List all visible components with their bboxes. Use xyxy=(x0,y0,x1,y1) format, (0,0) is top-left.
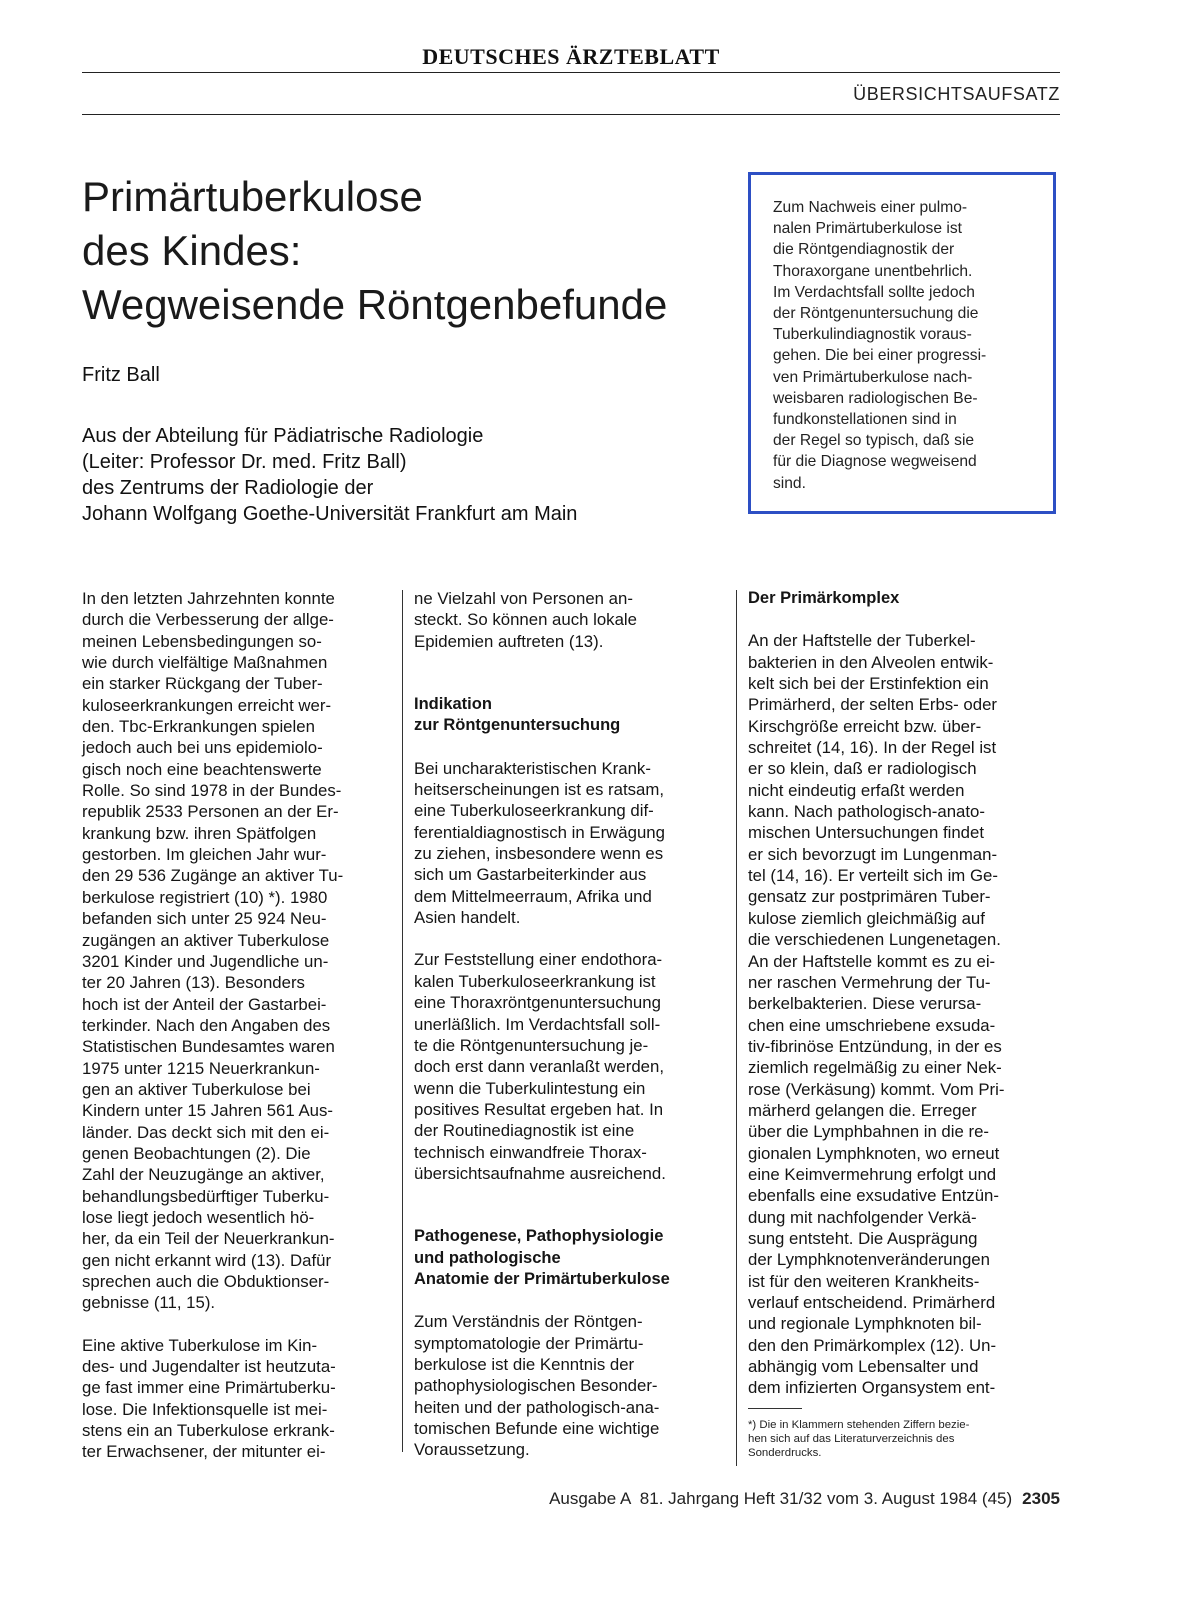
text-line: der Lymphknotenveränderungen xyxy=(748,1250,990,1270)
section-heading-primaerkomplex: Der Primärkomplex xyxy=(748,589,900,607)
text-line: dem infizierten Organsystem ent- xyxy=(748,1378,996,1398)
text-line: gestorben. Im gleichen Jahr wur- xyxy=(82,845,327,865)
text-line: zu ziehen, insbesondere wenn es xyxy=(414,844,664,864)
text-line: hoch ist der Anteil der Gastarbei- xyxy=(82,994,327,1014)
text-line: kelt sich bei der Erstinfektion ein xyxy=(748,674,989,694)
affiliation-line: des Zentrums der Radiologie der xyxy=(82,477,374,499)
abstract-line: die Röntgendiagnostik der xyxy=(773,241,955,259)
text-line: kuloseerkrankungen erreicht wer- xyxy=(82,695,332,715)
column-divider xyxy=(402,590,403,1452)
text-line: und pathologische xyxy=(414,1248,561,1267)
text-line: gisch noch eine beachtenswerte xyxy=(82,759,322,779)
text-line: bakterien in den Alveolen entwik- xyxy=(748,652,994,672)
text-line: sich um Gastarbeiterkinder aus xyxy=(414,865,647,885)
text-line: Eine aktive Tuberkulose im Kin- xyxy=(82,1335,318,1355)
text-line: mischen Untersuchungen findet xyxy=(748,823,985,843)
text-line: Asien handelt. xyxy=(414,908,521,928)
title-line: des Kindes: xyxy=(82,227,302,274)
text-line: eine Keimvermehrung erfolgt und xyxy=(748,1164,997,1184)
text-line: lose. Die Infektionsquelle ist mei- xyxy=(82,1399,328,1419)
text-line: eine Thoraxröntgenuntersuchung xyxy=(414,993,661,1013)
text-line: meinen Lebensbedingungen so- xyxy=(82,631,322,651)
abstract-line: fundkonstellationen sind in xyxy=(773,411,957,429)
abstract-box xyxy=(748,172,1056,514)
abstract-line: gehen. Die bei einer progressi- xyxy=(773,347,987,365)
footnote-rule xyxy=(748,1408,802,1409)
text-line: berkulose registriert (10) *). 1980 xyxy=(82,887,328,907)
text-line: zugängen an aktiver Tuberkulose xyxy=(82,930,330,950)
text-line: ebenfalls eine exsudative Entzün- xyxy=(748,1186,999,1206)
text-line: berkelbakterien. Diese verursa- xyxy=(748,994,982,1014)
text-line: Epidemien auftreten (13). xyxy=(414,631,604,651)
abstract-line: ven Primärtuberkulose nach- xyxy=(773,368,973,386)
affiliation-line: Aus der Abteilung für Pädiatrische Radiologie xyxy=(82,425,484,447)
text-line: kalen Tuberkuloseerkrankung ist xyxy=(414,971,656,991)
text-line: sung entsteht. Die Ausprägung xyxy=(748,1228,978,1248)
text-line: Pathogenese, Pathophysiologie xyxy=(414,1227,664,1246)
text-line: gionalen Lymphknoten, wo erneut xyxy=(748,1143,1000,1163)
text-line: dung mit nachfolgender Verkä- xyxy=(748,1207,977,1227)
text-line: jedoch auch bei uns epidemiolo- xyxy=(82,738,323,758)
text-line: chen eine umschriebene exsuda- xyxy=(748,1015,996,1035)
text-line: Zur Feststellung einer endothora- xyxy=(414,950,663,970)
title-line: Wegweisende Röntgenbefunde xyxy=(82,281,668,328)
text-line: gen nicht erkannt wird (13). Dafür xyxy=(82,1250,332,1270)
text-line: dem Mittelmeerraum, Afrika und xyxy=(414,886,652,906)
text-line: Kirschgröße erreicht bzw. über- xyxy=(748,716,982,736)
text-line: hen sich auf das Literaturverzeichnis des xyxy=(748,1433,955,1445)
text-line: 1975 unter 1215 Neuerkrankun- xyxy=(82,1058,320,1078)
text-line: sprechen auch die Obduktionser- xyxy=(82,1272,330,1291)
text-line: befanden sich unter 25 924 Neu- xyxy=(82,909,327,929)
text-line: ist für den weiteren Krankheits- xyxy=(748,1271,980,1291)
text-line: ge fast immer eine Primärtuberku- xyxy=(82,1378,336,1398)
abstract-line: Zum Nachweis einer pulmo- xyxy=(773,199,968,216)
text-line: übersichtsaufnahme ausreichend. xyxy=(414,1163,666,1183)
section-heading-indikation xyxy=(414,694,726,737)
text-line: unerläßlich. Im Verdachtsfall soll- xyxy=(414,1014,661,1034)
text-line: gebnisse (11, 15). xyxy=(82,1293,216,1313)
text-line: nicht eindeutig erfaßt werden xyxy=(748,780,965,800)
text-line: den 29 536 Zugänge an aktiver Tu- xyxy=(82,866,344,886)
text-line: behandlungsbedürftiger Tuberku- xyxy=(82,1186,330,1206)
text-line: her, da ein Teil der Neuerkrankun- xyxy=(82,1229,335,1249)
section-label: ÜBERSICHTSAUFSATZ xyxy=(853,84,1060,104)
text-line: märherd gelangen die. Erreger xyxy=(748,1100,977,1120)
text-line: te die Röntgenuntersuchung je- xyxy=(414,1035,649,1055)
paragraph xyxy=(414,758,726,929)
text-line: gen an aktiver Tuberkulose bei xyxy=(82,1079,311,1099)
title-line: Primärtuberkulose xyxy=(82,173,423,220)
author: Fritz Ball xyxy=(82,364,160,386)
abstract-line: nalen Primärtuberkulose ist xyxy=(773,220,962,238)
text-line: Anatomie der Primärtuberkulose xyxy=(414,1269,670,1288)
text-line: doch erst dann veranlaßt werden, xyxy=(414,1057,664,1077)
text-column-1 xyxy=(82,588,394,1463)
column-divider xyxy=(736,590,737,1466)
text-line: steckt. So können auch lokale xyxy=(414,610,637,630)
text-line: er sich bevorzugt im Lungenman- xyxy=(748,844,998,864)
abstract-line: sind. xyxy=(773,474,806,492)
text-line: Sonderdrucks. xyxy=(748,1447,822,1459)
text-line: durch die Verbesserung der allge- xyxy=(82,610,334,630)
masthead-rule xyxy=(82,72,1060,73)
text-line: genen Beobachtungen (2). Die xyxy=(82,1143,311,1163)
text-line: ein starker Rückgang der Tuber- xyxy=(82,674,323,694)
text-line: tel (14, 16). Er verteilt sich im Ge- xyxy=(748,866,998,886)
text-line: Statistischen Bundesamtes waren xyxy=(82,1037,335,1057)
text-line: Indikation xyxy=(414,695,492,714)
abstract-line: Thoraxorgane unentbehrlich. xyxy=(773,262,973,280)
text-line: *) Die in Klammern stehenden Ziffern bezie- xyxy=(748,1419,970,1431)
paragraph xyxy=(414,1311,726,1460)
text-line: er so klein, daß er radiologisch xyxy=(748,759,977,779)
text-line: länder. Das deckt sich mit den ei- xyxy=(82,1122,330,1142)
abstract-line: Tuberkulindiagnostik voraus- xyxy=(773,326,972,344)
text-line: tomischen Befunde eine wichtige xyxy=(414,1419,660,1438)
text-line: An der Haftstelle kommt es zu ei- xyxy=(748,951,996,971)
text-line: symptomatologie der Primärtu- xyxy=(414,1333,644,1353)
text-line: Primärherd, der selten Erbs- oder xyxy=(748,695,998,715)
text-column-3 xyxy=(748,588,1060,1399)
text-line: über die Lymphbahnen in die re- xyxy=(748,1122,990,1142)
text-line: kann. Nach pathologisch-anato- xyxy=(748,802,985,822)
affiliation-line: Johann Wolfgang Goethe-Universität Frankfurt am Main xyxy=(82,503,578,525)
text-line: den. Tbc-Erkrankungen spielen xyxy=(82,717,315,737)
paragraph xyxy=(414,949,726,1184)
text-line: 3201 Kinder und Jugendliche un- xyxy=(82,951,329,971)
issue-info: Ausgabe A 81. Jahrgang Heft 31/32 vom 3. August 1984 (45) xyxy=(549,1489,1013,1508)
text-line: Rolle. So sind 1978 in der Bundes- xyxy=(82,781,342,801)
text-line: heitserscheinungen ist es ratsam, xyxy=(414,780,664,800)
article-title xyxy=(82,170,762,332)
text-line: abhängig vom Lebensalter und xyxy=(748,1357,979,1377)
text-line: die verschiedenen Lungenetagen. xyxy=(748,930,1001,950)
text-line: kulose ziemlich gleichmäßig auf xyxy=(748,908,985,928)
text-line: ziemlich regelmäßig zu einer Nek- xyxy=(748,1058,1002,1078)
text-line: den den Primärkomplex (12). Un- xyxy=(748,1335,997,1355)
paragraph xyxy=(82,1335,394,1463)
text-line: An der Haftstelle der Tuberkel- xyxy=(748,631,976,651)
abstract-line: der Regel so typisch, daß sie xyxy=(773,432,975,450)
affiliation-line: (Leiter: Professor Dr. med. Fritz Ball) xyxy=(82,451,407,473)
abstract-line: für die Diagnose wegweisend xyxy=(773,453,977,471)
text-line: Kindern unter 15 Jahren 561 Aus- xyxy=(82,1101,333,1121)
text-line: wie durch vielfältige Maßnahmen xyxy=(82,653,328,673)
text-line: heiten und der pathologisch-ana- xyxy=(414,1397,660,1417)
text-line: ferentialdiagnostisch in Erwägung xyxy=(414,822,665,842)
page-footer xyxy=(549,1489,1060,1509)
text-line: des- und Jugendalter ist heutzuta- xyxy=(82,1357,336,1377)
paragraph xyxy=(82,588,394,1314)
text-line: technisch einwandfreie Thorax- xyxy=(414,1142,647,1162)
header-rule xyxy=(82,114,1060,115)
text-line: schreitet (14, 16). In der Regel ist xyxy=(748,738,997,758)
paragraph xyxy=(748,630,1060,1398)
text-column-2 xyxy=(414,588,726,1461)
text-line: Zahl der Neuzugänge an aktiver, xyxy=(82,1165,325,1185)
section-heading-pathogenese xyxy=(414,1226,726,1290)
page-number: 2305 xyxy=(1022,1489,1060,1508)
text-line: positives Resultat ergeben hat. In xyxy=(414,1099,664,1119)
text-line: eine Tuberkuloseerkrankung dif- xyxy=(414,801,654,821)
text-line: ne Vielzahl von Personen an- xyxy=(414,589,633,608)
text-line: stens ein an Tuberkulose erkrank- xyxy=(82,1421,335,1441)
footnote xyxy=(748,1418,1060,1460)
abstract-line: Im Verdachtsfall sollte jedoch xyxy=(773,283,975,301)
text-line: lose liegt jedoch wesentlich hö- xyxy=(82,1207,315,1227)
text-line: Zum Verständnis der Röntgen- xyxy=(414,1312,643,1332)
text-line: zur Röntgenuntersuchung xyxy=(414,716,621,735)
text-line: tiv-fibrinöse Entzündung, in der es xyxy=(748,1036,1002,1056)
text-line: pathophysiologischen Besonder- xyxy=(414,1376,658,1396)
text-line: In den letzten Jahrzehnten konnte xyxy=(82,589,335,608)
text-line: der Routinediagnostik ist eine xyxy=(414,1121,635,1141)
text-line: rose (Verkäsung) kommt. Vom Pri- xyxy=(748,1079,1005,1099)
abstract-line: weisbaren radiologischen Be- xyxy=(773,389,978,407)
masthead: DEUTSCHES ÄRZTEBLATT xyxy=(422,44,720,69)
paragraph xyxy=(414,588,726,652)
text-line: ter Erwachsener, der mitunter ei- xyxy=(82,1442,326,1462)
abstract-line: der Röntgenuntersuchung die xyxy=(773,305,979,323)
text-line: berkulose ist die Kenntnis der xyxy=(414,1354,635,1374)
text-line: Voraussetzung. xyxy=(414,1440,530,1460)
text-line: gensatz zur postprimären Tuber- xyxy=(748,887,991,907)
text-line: ter 20 Jahren (13). Besonders xyxy=(82,973,305,993)
text-line: ner raschen Vermehrung der Tu- xyxy=(748,972,991,992)
text-line: und regionale Lymphknoten bil- xyxy=(748,1314,982,1334)
text-line: krankung bzw. ihren Spätfolgen xyxy=(82,823,317,843)
text-line: wenn die Tuberkulintestung ein xyxy=(414,1078,646,1098)
text-line: republik 2533 Personen an der Er- xyxy=(82,802,339,822)
text-line: terkinder. Nach den Angaben des xyxy=(82,1015,331,1035)
text-line: Bei uncharakteristischen Krank- xyxy=(414,758,651,778)
affiliation xyxy=(82,423,762,527)
text-line: verlauf entscheidend. Primärherd xyxy=(748,1293,996,1312)
